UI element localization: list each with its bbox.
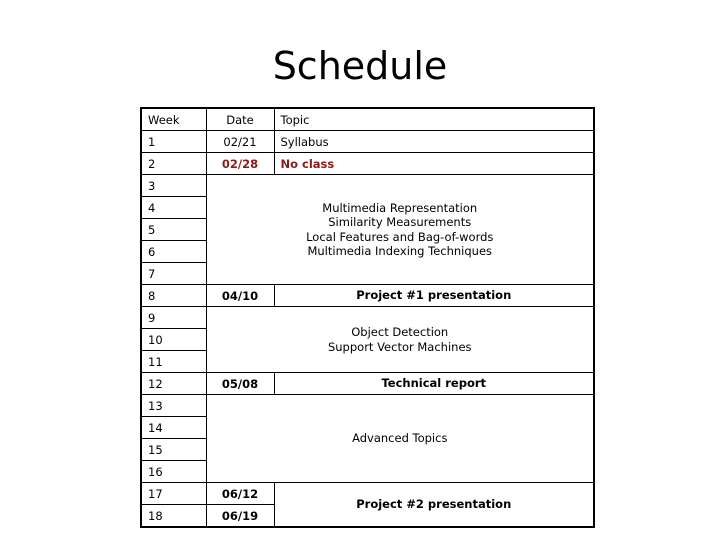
week-number: 8 bbox=[141, 285, 206, 307]
topic-block bbox=[206, 175, 594, 285]
table-row bbox=[141, 175, 594, 197]
week-number: 3 bbox=[141, 175, 206, 197]
week-number: 18 bbox=[141, 505, 206, 528]
table-row bbox=[141, 153, 594, 175]
week-number: 7 bbox=[141, 263, 206, 285]
week-header: Week bbox=[141, 108, 206, 131]
topic-block: Advanced Topics bbox=[206, 395, 594, 483]
week-number: 2 bbox=[141, 153, 206, 175]
week-number: 5 bbox=[141, 219, 206, 241]
date-cell: 05/08 bbox=[206, 373, 274, 395]
date-cell: 02/21 bbox=[206, 131, 274, 153]
topic-line: Object Detection bbox=[351, 325, 449, 339]
week-number: 10 bbox=[141, 329, 206, 351]
table-row bbox=[141, 285, 594, 307]
topic-block: Project #2 presentation bbox=[274, 483, 594, 528]
date-cell: 02/28 bbox=[206, 153, 274, 175]
topic-line: Multimedia Indexing Techniques bbox=[307, 244, 493, 258]
topic-cell: No class bbox=[274, 153, 594, 175]
table-row bbox=[141, 373, 594, 395]
topic-cell: Project #1 presentation bbox=[274, 285, 594, 307]
date-cell: 04/10 bbox=[206, 285, 274, 307]
date-cell: 06/19 bbox=[206, 505, 274, 528]
topic-block bbox=[206, 307, 594, 373]
week-number: 11 bbox=[141, 351, 206, 373]
week-number: 6 bbox=[141, 241, 206, 263]
week-number: 16 bbox=[141, 461, 206, 483]
week-number: 13 bbox=[141, 395, 206, 417]
topic-line: Support Vector Machines bbox=[327, 339, 472, 354]
topic-cell: Syllabus bbox=[274, 131, 594, 153]
week-number: 1 bbox=[141, 131, 206, 153]
topic-line: Similarity Measurements bbox=[328, 215, 472, 229]
table-row bbox=[141, 483, 594, 505]
table-row bbox=[141, 131, 594, 153]
topic-line: Multimedia Representation bbox=[322, 200, 478, 215]
page-title: Schedule bbox=[272, 44, 448, 88]
date-cell: 06/12 bbox=[206, 483, 274, 505]
topic-cell: Technical report bbox=[274, 373, 594, 395]
week-number: 9 bbox=[141, 307, 206, 329]
header-row bbox=[141, 108, 594, 131]
topic-header: Topic bbox=[274, 108, 594, 131]
topic-line: Local Features and Bag-of-words bbox=[306, 229, 494, 244]
date-header: Date bbox=[206, 108, 274, 131]
table-row bbox=[141, 395, 594, 417]
week-number: 17 bbox=[141, 483, 206, 505]
week-number: 15 bbox=[141, 439, 206, 461]
schedule-table bbox=[140, 107, 595, 528]
week-number: 14 bbox=[141, 417, 206, 439]
week-number: 12 bbox=[141, 373, 206, 395]
week-number: 4 bbox=[141, 197, 206, 219]
table-row bbox=[141, 307, 594, 329]
